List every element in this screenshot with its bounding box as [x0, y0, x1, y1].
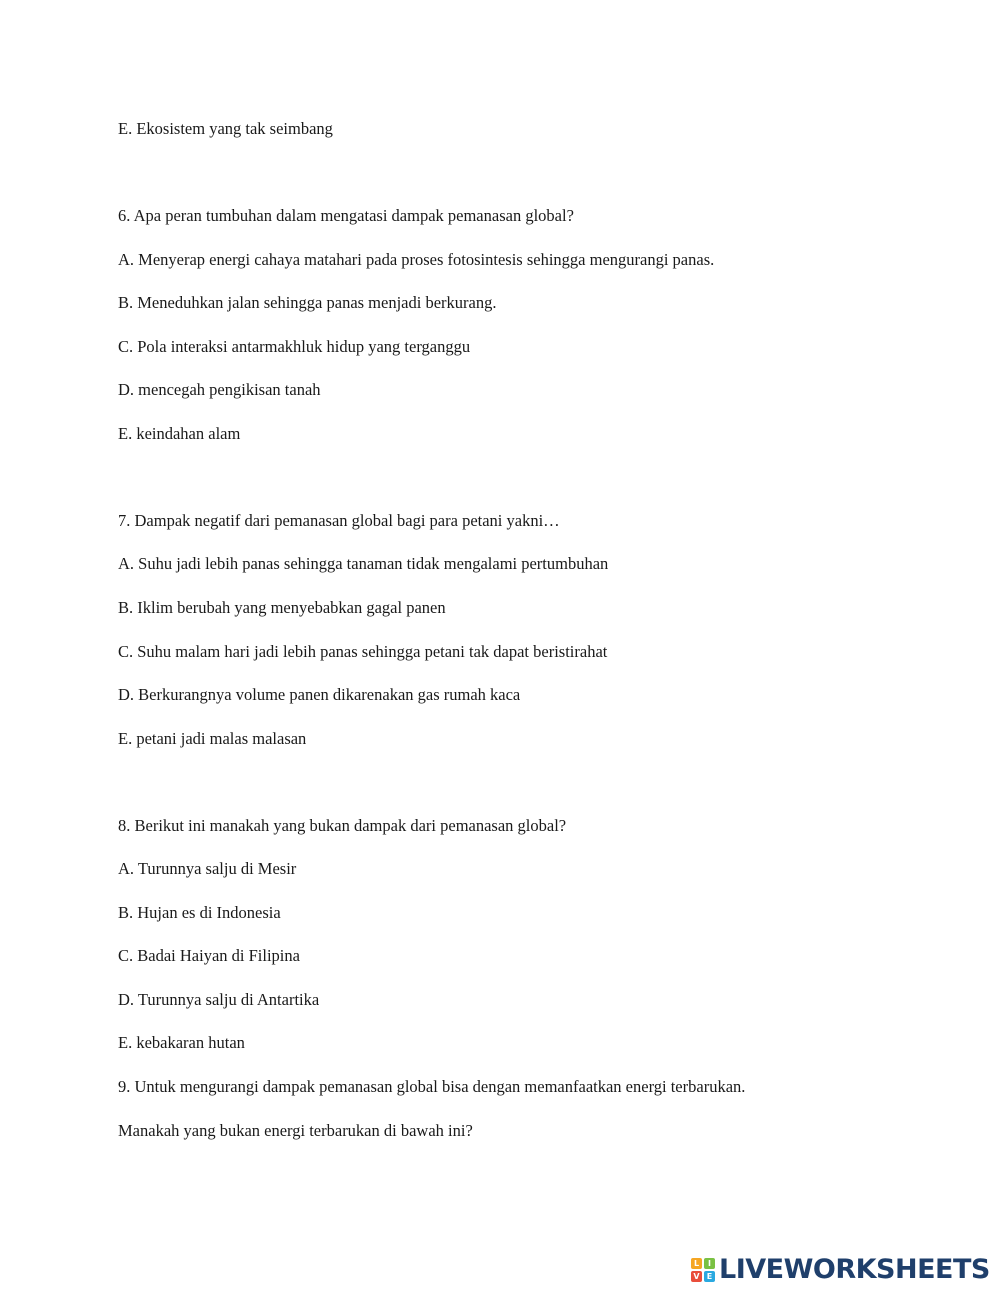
q6-option-b: B. Meneduhkan jalan sehingga panas menjadi berkurang. — [118, 293, 497, 312]
q8-option-c: C. Badai Haiyan di Filipina — [118, 946, 300, 965]
q8-option-e: E. kebakaran hutan — [118, 1033, 245, 1052]
q8-option-d: D. Turunnya salju di Antartika — [118, 990, 320, 1009]
logo-mark-cell: L — [691, 1258, 702, 1269]
liveworksheets-logo — [691, 1255, 990, 1285]
q8-option-a: A. Turunnya salju di Mesir — [118, 859, 297, 878]
q7-option-d: D. Berkurangnya volume panen dikarenakan gas rumah kaca — [118, 685, 521, 704]
q7-option-c: C. Suhu malam hari jadi lebih panas sehingga petani tak dapat beristirahat — [118, 642, 608, 661]
q7-option-b: B. Iklim berubah yang menyebabkan gagal panen — [118, 598, 446, 617]
q5-option-e: E. Ekosistem yang tak seimbang — [118, 119, 333, 138]
q6-option-a: A. Menyerap energi cahaya matahari pada proses fotosintesis sehingga mengurangi panas. — [118, 250, 715, 269]
q7-option-e: E. petani jadi malas malasan — [118, 729, 307, 748]
liveworksheets-logo-icon — [691, 1258, 715, 1282]
q8-option-b: B. Hujan es di Indonesia — [118, 903, 281, 922]
liveworksheets-logo-text: LIVEWORKSHEETS — [719, 1254, 990, 1285]
q7-question: 7. Dampak negatif dari pemanasan global bagi para petani yakni… — [118, 511, 560, 530]
logo-mark-cell: I — [704, 1258, 715, 1269]
q7-option-a: A. Suhu jadi lebih panas sehingga tanaman tidak mengalami pertumbuhan — [118, 554, 609, 573]
q9-question-line-1: 9. Untuk mengurangi dampak pemanasan global bisa dengan memanfaatkan energi terbarukan. — [118, 1077, 746, 1096]
q8-question: 8. Berikut ini manakah yang bukan dampak dari pemanasan global? — [118, 816, 567, 835]
logo-mark-cell: V — [691, 1271, 702, 1282]
q6-option-e: E. keindahan alam — [118, 424, 241, 443]
q6-question: 6. Apa peran tumbuhan dalam mengatasi dampak pemanasan global? — [118, 206, 574, 225]
q9-question-line-2: Manakah yang bukan energi terbarukan di bawah ini? — [118, 1121, 473, 1140]
q6-option-c: C. Pola interaksi antarmakhluk hidup yang terganggu — [118, 337, 471, 356]
q6-option-d: D. mencegah pengikisan tanah — [118, 380, 321, 399]
logo-mark-cell: E — [704, 1271, 715, 1282]
